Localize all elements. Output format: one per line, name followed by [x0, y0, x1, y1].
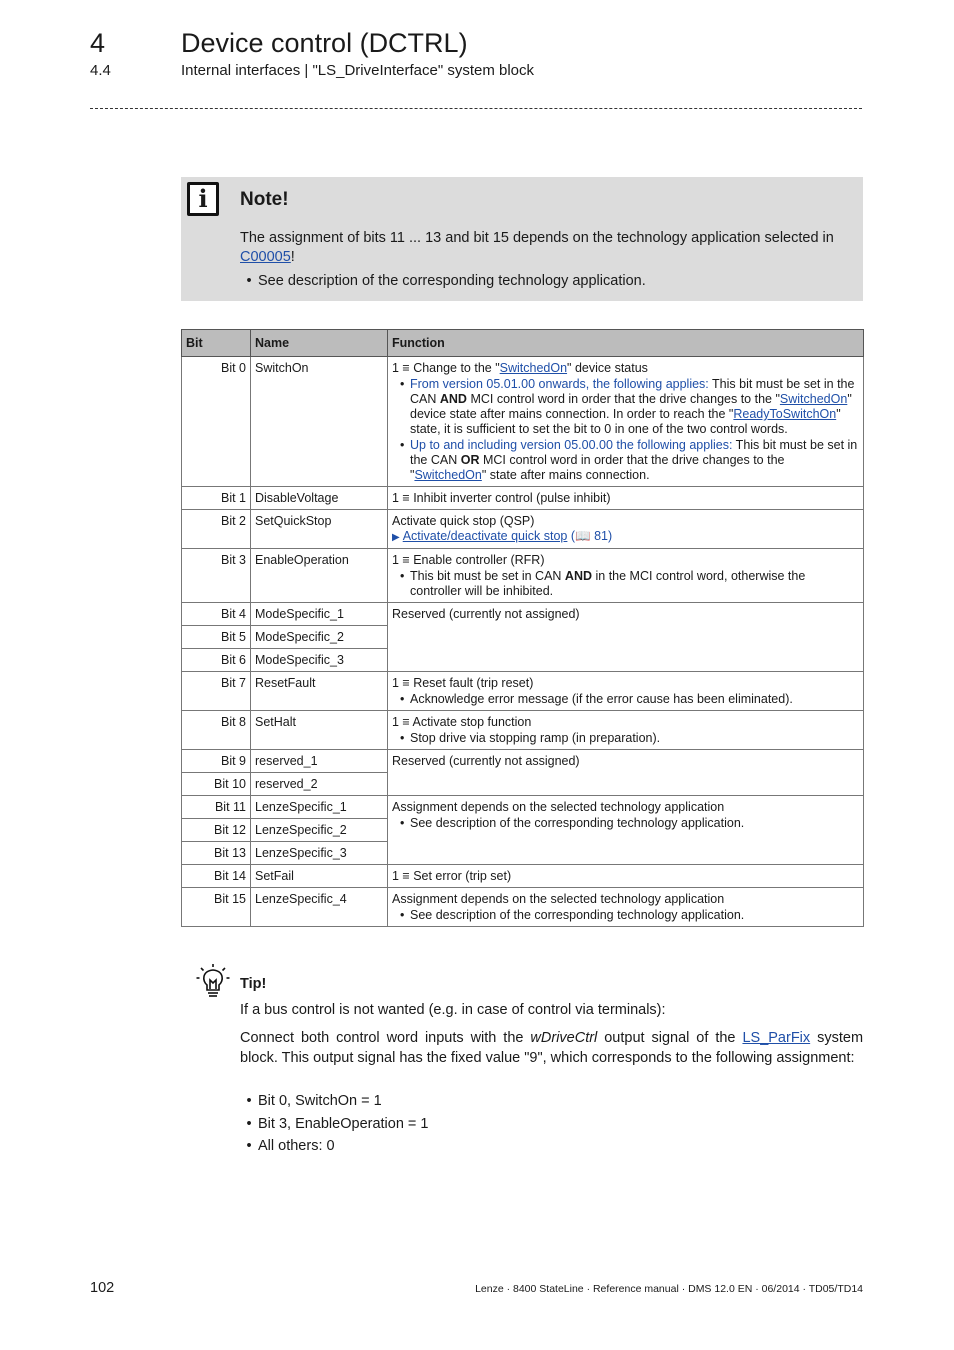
name-cell: SetHalt [251, 711, 388, 750]
function-sub-bullet: • Stop drive via stopping ramp (in preparation). [392, 731, 859, 746]
bit-cell: Bit 9 [182, 750, 251, 773]
footer-doc-info: Lenze · 8400 StateLine · Reference manual · DMS 12.0 EN · 06/2014 · TD05/TD14 [475, 1283, 863, 1295]
function-cell [388, 510, 864, 549]
table-row [182, 510, 864, 549]
function-text: This bit must be set in the CAN [410, 438, 858, 467]
list-item: • All others: 0 [246, 1138, 335, 1154]
ls-parfix-link[interactable]: LS_ParFix [742, 1030, 811, 1046]
name-cell: ResetFault [251, 672, 388, 711]
tip-list [240, 1090, 429, 1158]
name-cell: ModeSpecific_1 [251, 603, 388, 626]
table-row [182, 865, 864, 888]
bit-cell: Bit 4 [182, 603, 251, 626]
bit-cell: Bit 0 [182, 357, 251, 487]
function-text: 1 ≡ Activate stop function [392, 715, 532, 729]
name-cell: reserved_1 [251, 750, 388, 773]
note-heading: Note! [240, 189, 289, 210]
bit-cell: Bit 1 [182, 487, 251, 510]
note-text-part: ! [290, 249, 295, 265]
function-sub-bullet [392, 438, 859, 483]
tip-text: system block. This output signal has the fixed value "9", which corresponds to the following assignment: [240, 1030, 864, 1066]
bit-cell: Bit 15 [182, 888, 251, 927]
quick-stop-link[interactable]: Activate/deactivate quick stop [402, 529, 568, 543]
name-cell: reserved_2 [251, 773, 388, 796]
switchedon-link[interactable]: SwitchedOn [779, 392, 848, 406]
tip-text: Connect both control word inputs with the [240, 1030, 531, 1046]
note-bullet: • See description of the corresponding technology application. [246, 273, 646, 289]
readytoswitchon-link[interactable]: ReadyToSwitchOn [733, 407, 837, 421]
bit-cell: Bit 5 [182, 626, 251, 649]
function-cell [388, 672, 864, 711]
name-cell: ModeSpecific_3 [251, 649, 388, 672]
column-header-name: Name [251, 330, 388, 357]
section-title: Internal interfaces | "LS_DriveInterface" system block [181, 62, 535, 79]
header-divider [90, 108, 862, 109]
c00005-link[interactable]: C00005 [240, 249, 291, 265]
arrow-right-icon: ▶ [392, 532, 400, 543]
table-row [182, 603, 864, 626]
column-header-bit: Bit [182, 330, 251, 357]
name-cell: LenzeSpecific_3 [251, 842, 388, 865]
table-row [182, 750, 864, 773]
note-bullet-text: See description of the corresponding technology application. [258, 273, 646, 289]
bit-cell: Bit 12 [182, 819, 251, 842]
lightbulb-icon [196, 963, 230, 999]
tip-paragraph [240, 1029, 863, 1068]
column-header-function: Function [388, 330, 864, 357]
function-cell [388, 711, 864, 750]
function-cell: Reserved (currently not assigned) [388, 603, 864, 672]
table-header-row [182, 330, 864, 357]
function-text: This bit must be set in the CAN [410, 377, 855, 406]
version-note: Up to and including version 05.00.00 the following applies: [410, 438, 733, 452]
function-sub-bullet: • See description of the corresponding technology application. [392, 908, 859, 923]
bit-cell: Bit 13 [182, 842, 251, 865]
signal-name: wDriveCtrl [530, 1030, 598, 1046]
bit-cell: Bit 11 [182, 796, 251, 819]
name-cell: ModeSpecific_2 [251, 626, 388, 649]
cross-reference [392, 529, 859, 545]
function-bold: AND [564, 569, 593, 583]
bit-cell: Bit 10 [182, 773, 251, 796]
chapter-number: 4 [90, 28, 106, 58]
function-cell [388, 888, 864, 927]
function-text: 1 ≡ Change to the " [392, 361, 500, 375]
function-text: MCI control word in order that the drive changes to the " [410, 453, 785, 482]
version-note: From version 05.01.00 onwards, the following applies: [410, 377, 709, 391]
function-cell: 1 ≡ Set error (trip set) [388, 865, 864, 888]
list-item-text: Bit 0, SwitchOn = 1 [258, 1093, 382, 1109]
bit-cell: Bit 2 [182, 510, 251, 549]
list-item: • Bit 0, SwitchOn = 1 [246, 1093, 382, 1109]
name-cell: LenzeSpecific_2 [251, 819, 388, 842]
tip-text: output signal of the [597, 1030, 743, 1046]
note-text-part: The assignment of bits 11 ... 13 and bit 15 depends on the technology application selected in [240, 230, 834, 246]
function-text: Assignment depends on the selected technology application [392, 800, 725, 814]
function-text: 1 ≡ Reset fault (trip reset) [392, 676, 534, 690]
table-row [182, 711, 864, 750]
name-cell: SwitchOn [251, 357, 388, 487]
function-sub-bullet: • See description of the corresponding technology application. [392, 816, 859, 831]
function-bold: AND [439, 392, 467, 406]
note-box [181, 177, 863, 301]
table-row [182, 888, 864, 927]
list-item-text: Bit 3, EnableOperation = 1 [258, 1115, 429, 1132]
function-cell [388, 357, 864, 487]
function-cell: Reserved (currently not assigned) [388, 750, 864, 796]
note-text [240, 229, 840, 291]
function-sub-bullet [392, 377, 859, 437]
name-cell: DisableVoltage [251, 487, 388, 510]
function-text: " state after mains connection. [481, 468, 650, 482]
function-text: Activate quick stop (QSP) [392, 514, 535, 528]
list-item: • Bit 3, EnableOperation = 1 [246, 1115, 429, 1132]
table-row [182, 672, 864, 711]
tip-heading: Tip! [240, 976, 267, 992]
control-word-bits-table [181, 329, 864, 927]
function-sub-bullet: • Acknowledge error message (if the error cause has been eliminated). [392, 692, 859, 707]
chapter-title: Device control (DCTRL) [181, 28, 468, 58]
function-cell [388, 549, 864, 603]
name-cell: EnableOperation [251, 549, 388, 603]
function-sub-bullet [392, 569, 859, 599]
page-number: 102 [90, 1280, 115, 1296]
bit-cell: Bit 3 [182, 549, 251, 603]
table-row [182, 487, 864, 510]
info-icon: i [187, 182, 219, 216]
function-text: in the MCI control word, otherwise the controller will be inhibited. [410, 569, 806, 598]
page-ref-text: 81) [590, 529, 613, 543]
function-bold: OR [460, 453, 480, 467]
table-row [182, 549, 864, 603]
function-text: MCI control word in order that the drive changes to the " [466, 392, 780, 406]
bit-cell: Bit 8 [182, 711, 251, 750]
table-row [182, 357, 864, 487]
name-cell: LenzeSpecific_4 [251, 888, 388, 927]
list-item-text: All others: 0 [258, 1138, 335, 1154]
function-cell [388, 796, 864, 865]
section-number: 4.4 [90, 62, 111, 79]
function-text: This bit must be set in CAN [410, 569, 565, 583]
name-cell: SetQuickStop [251, 510, 388, 549]
bit-cell: Bit 6 [182, 649, 251, 672]
function-text: " state, it is sufficient to set the bit to 0 in one of the two control words. [410, 407, 841, 436]
function-text: " device status [567, 361, 648, 375]
function-cell: 1 ≡ Inhibit inverter control (pulse inhibit) [388, 487, 864, 510]
function-text: 1 ≡ Enable controller (RFR) [392, 553, 545, 567]
name-cell: SetFail [251, 865, 388, 888]
bit-cell: Bit 14 [182, 865, 251, 888]
table-row [182, 796, 864, 819]
tip-paragraph: If a bus control is not wanted (e.g. in case of control via terminals): [240, 1002, 666, 1018]
page-ref-text: ( [567, 529, 576, 543]
switchedon-link[interactable]: SwitchedOn [414, 468, 482, 482]
book-icon: 📖 [575, 529, 591, 543]
bit-cell: Bit 7 [182, 672, 251, 711]
switchedon-link[interactable]: SwitchedOn [499, 361, 568, 375]
function-text: " device state after mains connection. In order to reach the " [410, 392, 852, 421]
name-cell: LenzeSpecific_1 [251, 796, 388, 819]
function-text: Assignment depends on the selected technology application [392, 892, 725, 906]
